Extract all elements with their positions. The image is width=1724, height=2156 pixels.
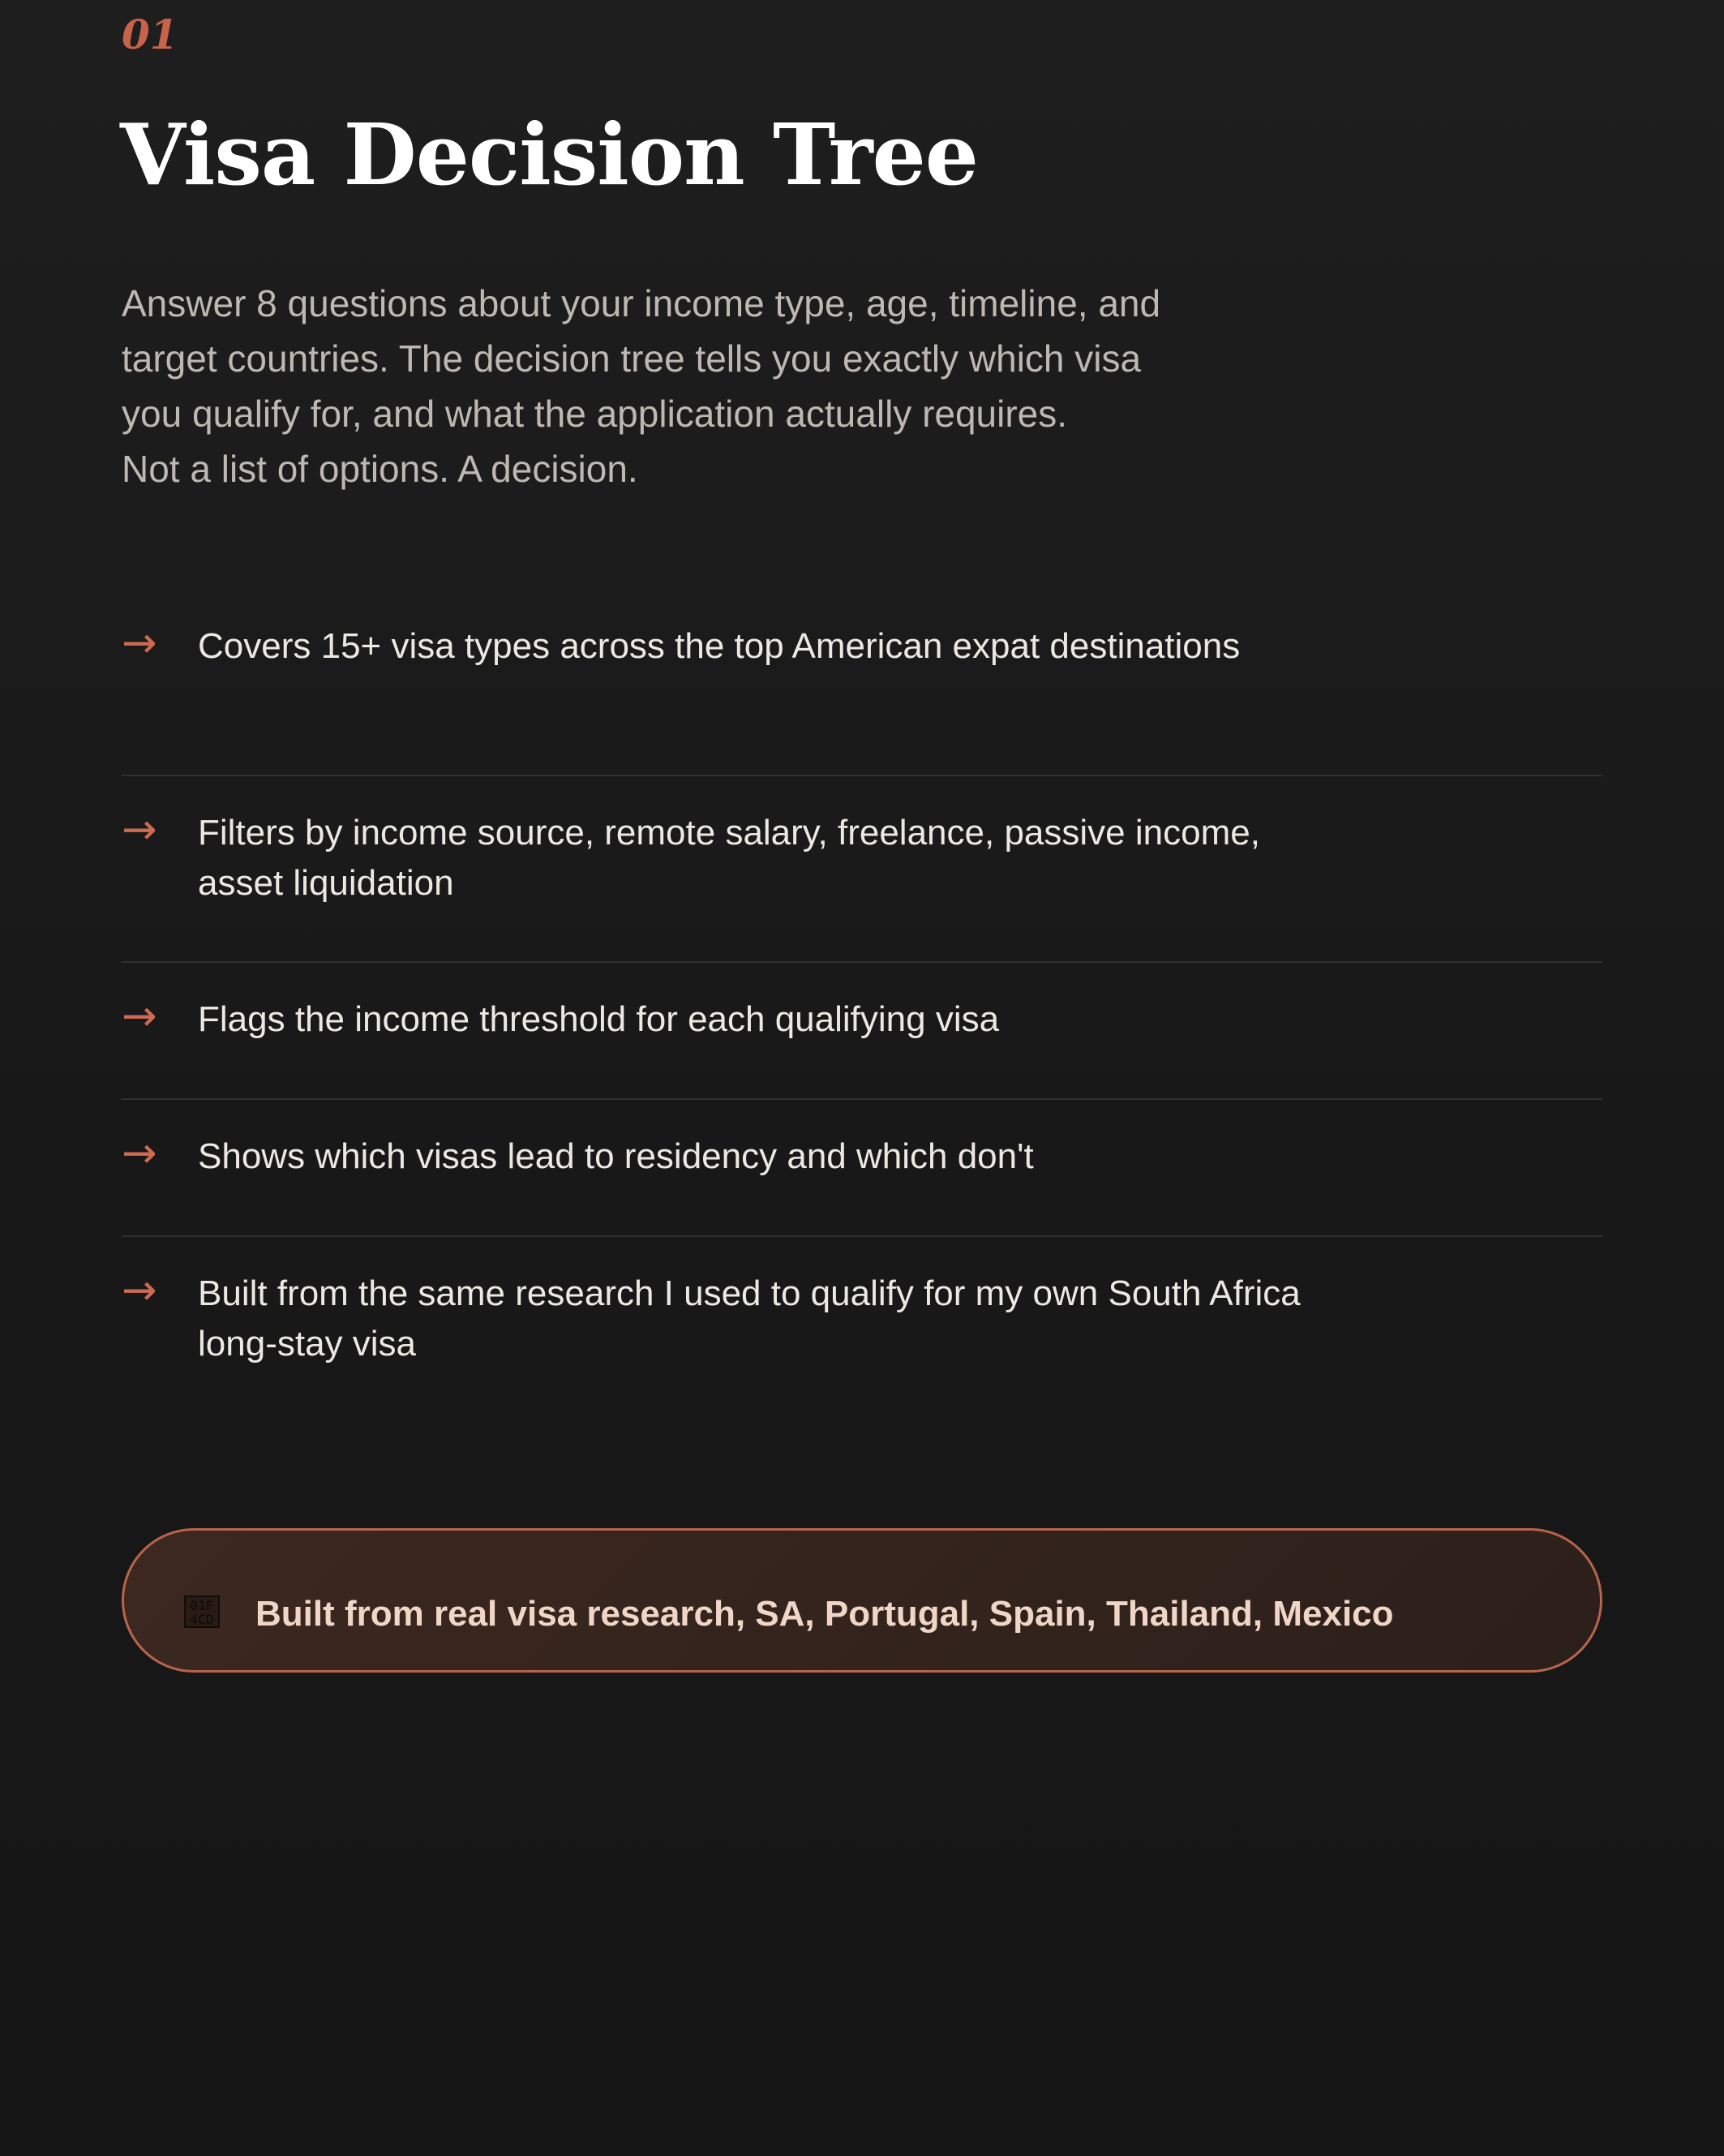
feature-text: Flags the income threshold for each qualifying visa	[198, 999, 1000, 1039]
arrow-right-icon: →	[122, 1266, 157, 1315]
feature-text: Covers 15+ visa types across the top American expat destinations	[198, 626, 1241, 666]
feature-text: Built from the same research I used to qualify for my own South Africa long-stay visa	[198, 1273, 1301, 1364]
intro-line: Not a list of options. A decision.	[122, 448, 638, 490]
feature-item	[122, 961, 1602, 1098]
arrow-right-icon: →	[122, 1129, 157, 1178]
feature-item	[122, 1235, 1602, 1398]
arrow-right-icon: →	[122, 619, 157, 668]
arrow-right-icon: →	[122, 805, 157, 854]
section-number: 01	[122, 11, 178, 58]
feature-item	[122, 608, 1602, 775]
arrow-right-icon: →	[122, 992, 157, 1041]
page-title: Visa Decision Tree	[120, 105, 978, 204]
research-badge-text: Built from real visa research, SA, Portugal, Spain, Thailand, Mexico	[255, 1594, 1394, 1634]
feature-item	[122, 1098, 1602, 1235]
intro-line: Answer 8 questions about your income type, age, timeline, and	[122, 282, 1161, 324]
feature-item	[122, 775, 1602, 961]
feature-text: Shows which visas lead to residency and which don't	[198, 1136, 1034, 1176]
intro-line: target countries. The decision tree tells you exactly which visa	[122, 337, 1142, 380]
missing-glyph-icon: 01F 4CD	[184, 1596, 220, 1628]
intro-line: you qualify for, and what the application actually requires.	[122, 393, 1068, 435]
intro-paragraph	[122, 276, 1208, 496]
feature-text: Filters by income source, remote salary, freelance, passive income, asset liquidation	[198, 813, 1260, 903]
feature-list	[122, 608, 1602, 1398]
research-badge	[122, 1528, 1602, 1673]
